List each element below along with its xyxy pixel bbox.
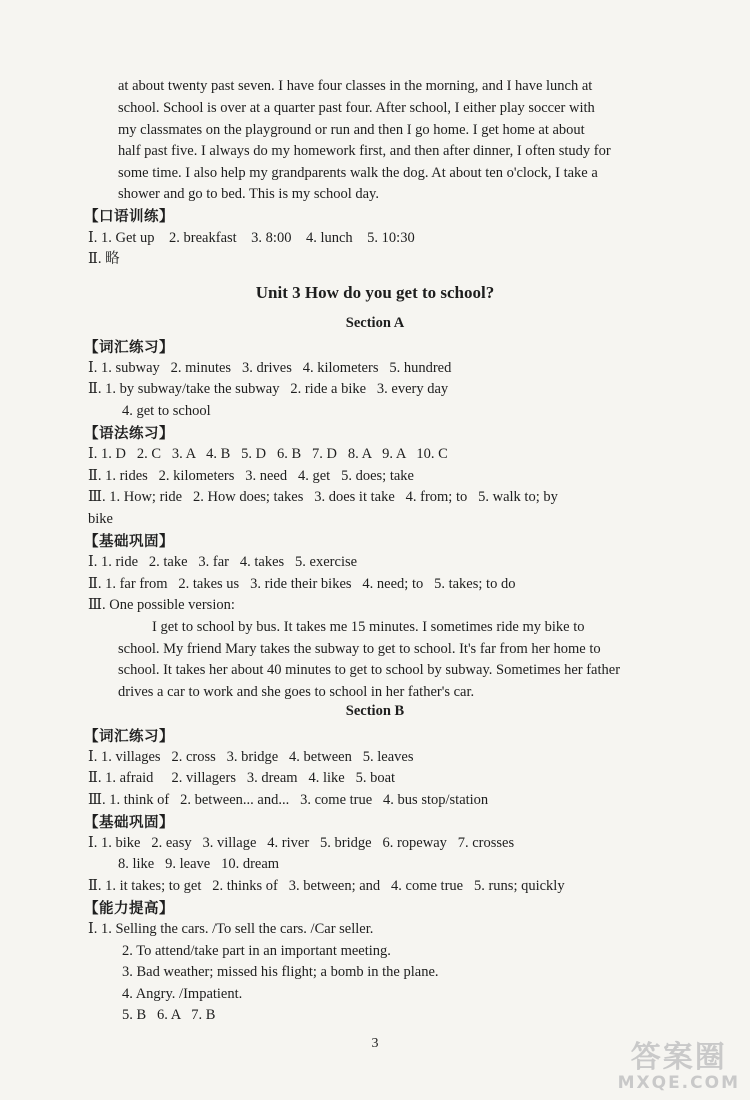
essay-line: school. It takes her about 40 minutes to get to school by subway. Sometimes her father (118, 662, 621, 678)
answer-line: Ⅰ. 1. villages 2. cross 3. bridge 4. between 5. leaves (88, 749, 414, 765)
answer-line: 3. Bad weather; missed his flight; a bomb in the plane. (122, 964, 439, 980)
answer-line: Ⅱ. 略 (88, 251, 120, 267)
answer-line: 4. get to school (122, 403, 211, 419)
story-line: at about twenty past seven. I have four classes in the morning, and I have lunch at (118, 78, 593, 94)
section-header-basics-b: 【基础巩固】 (84, 815, 174, 831)
answer-line: 8. like 9. leave 10. dream (118, 856, 280, 872)
answer-line: Ⅰ. 1. Get up 2. breakfast 3. 8:00 4. lunch 5. 10:30 (88, 230, 415, 246)
answer-line: Ⅰ. 1. bike 2. easy 3. village 4. river 5. bridge 6. ropeway 7. crosses (88, 835, 515, 851)
essay-line: drives a car to work and she goes to school in her father's car. (118, 684, 475, 700)
section-header-vocab-a: 【词汇练习】 (84, 340, 174, 356)
answer-line: Ⅰ. 1. Selling the cars. /To sell the cars. /Car seller. (88, 921, 374, 937)
section-header-oral: 【口语训练】 (84, 209, 174, 225)
story-line: my classmates on the playground or run and then I go home. I get home at about (118, 122, 585, 138)
watermark-url: MXQE.COM (617, 1073, 740, 1093)
section-a-title: Section A (345, 315, 405, 331)
answer-line: Ⅱ. 1. afraid 2. villagers 3. dream 4. like 5. boat (88, 770, 396, 786)
answer-line: Ⅲ. 1. How; ride 2. How does; takes 3. does it take 4. from; to 5. walk to; by (88, 489, 558, 505)
story-line: some time. I also help my grandparents walk the dog. At about ten o'clock, I take a (118, 165, 598, 181)
answer-line: 5. B 6. A 7. B (122, 1007, 216, 1023)
section-b-title: Section B (345, 703, 405, 719)
answer-line: 2. To attend/take part in an important meeting. (122, 943, 391, 959)
answer-line: Ⅱ. 1. it takes; to get 2. thinks of 3. between; and 4. come true 5. runs; quickly (88, 878, 565, 894)
page-number: 3 (371, 1036, 379, 1051)
answer-line: 4. Angry. /Impatient. (122, 986, 243, 1002)
site-watermark (617, 1040, 740, 1093)
answer-line: Ⅱ. 1. far from 2. takes us 3. ride their bikes 4. need; to 5. takes; to do (88, 576, 516, 592)
answer-line: Ⅰ. 1. D 2. C 3. A 4. B 5. D 6. B 7. D 8. A 9. A 10. C (88, 446, 448, 462)
answer-line: Ⅰ. 1. subway 2. minutes 3. drives 4. kilometers 5. hundred (88, 360, 452, 376)
answer-line: Ⅲ. 1. think of 2. between... and... 3. come true 4. bus stop/station (88, 792, 489, 808)
section-header-vocab-b: 【词汇练习】 (84, 729, 174, 745)
essay-line: school. My friend Mary takes the subway to get to school. It's far from her home to (118, 641, 601, 657)
answer-line: Ⅲ. One possible version: (88, 597, 235, 613)
answer-line: Ⅱ. 1. by subway/take the subway 2. ride a bike 3. every day (88, 381, 449, 397)
answer-line: bike (88, 511, 113, 527)
watermark-logo-text: 答案圈 (630, 1040, 727, 1075)
answer-line: Ⅱ. 1. rides 2. kilometers 3. need 4. get 5. does; take (88, 468, 414, 484)
section-header-grammar-a: 【语法练习】 (84, 426, 174, 442)
section-header-ability-b: 【能力提高】 (84, 901, 174, 917)
story-line: half past five. I always do my homework first, and then after dinner, I often study for (118, 143, 611, 159)
section-header-basics-a: 【基础巩固】 (84, 534, 174, 550)
story-line: school. School is over at a quarter past four. After school, I either play soccer with (118, 100, 595, 116)
unit-title: Unit 3 How do you get to school? (255, 283, 495, 302)
essay-line: I get to school by bus. It takes me 15 minutes. I sometimes ride my bike to (152, 619, 585, 635)
story-line: shower and go to bed. This is my school day. (118, 186, 379, 202)
answer-line: Ⅰ. 1. ride 2. take 3. far 4. takes 5. exercise (88, 554, 358, 570)
